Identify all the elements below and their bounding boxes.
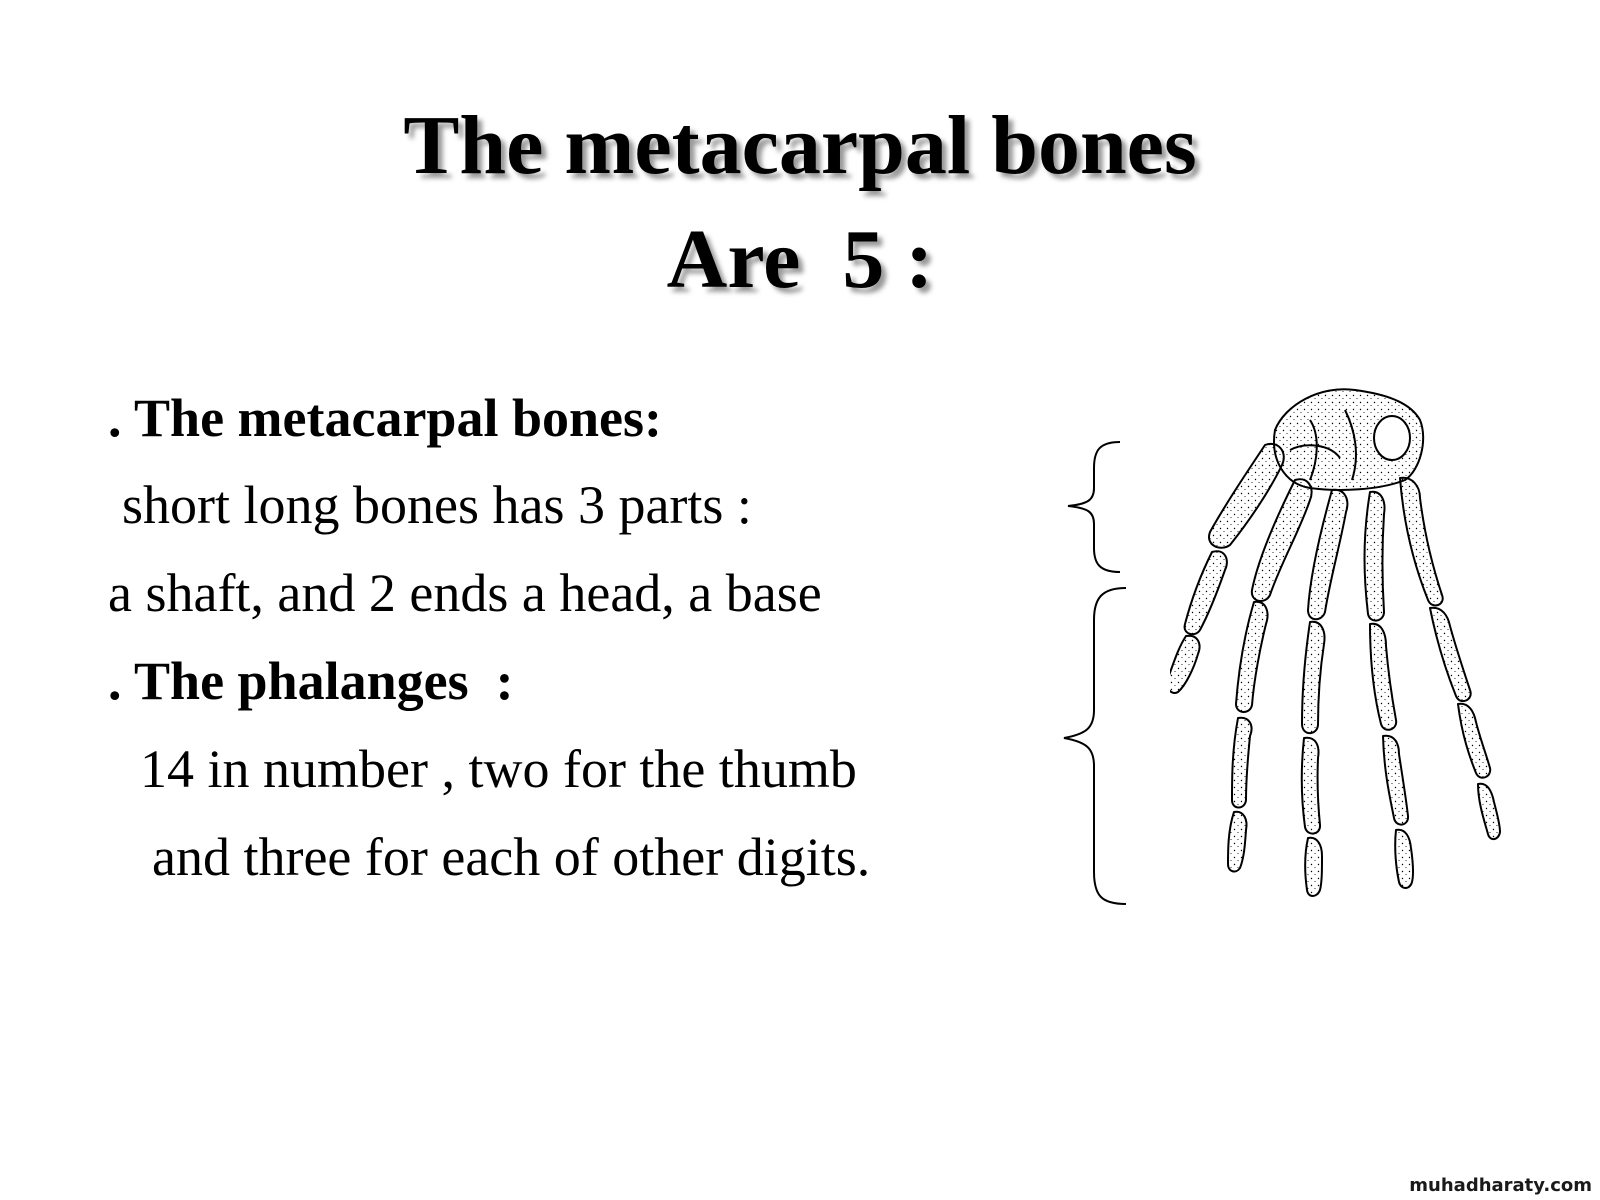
watermark: muhadharaty.com bbox=[1409, 1175, 1592, 1196]
phalanges-heading: . The phalanges : bbox=[108, 651, 514, 711]
slide-title-line-2: Are 5 : bbox=[666, 213, 934, 306]
phalanges-desc-1: 14 in number , two for the thumb bbox=[140, 739, 857, 799]
curly-brace-icon bbox=[1060, 420, 1160, 920]
slide-title-line-1: The metacarpal bones bbox=[403, 99, 1197, 192]
phalanges-desc-2: and three for each of other digits. bbox=[152, 827, 871, 887]
metacarpal-heading: . The metacarpal bones: bbox=[108, 388, 662, 448]
metacarpal-desc-2: a shaft, and 2 ends a head, a base bbox=[108, 563, 822, 623]
hand-skeleton-icon bbox=[1170, 380, 1540, 910]
metacarpal-desc-1: short long bones has 3 parts : bbox=[122, 475, 752, 535]
